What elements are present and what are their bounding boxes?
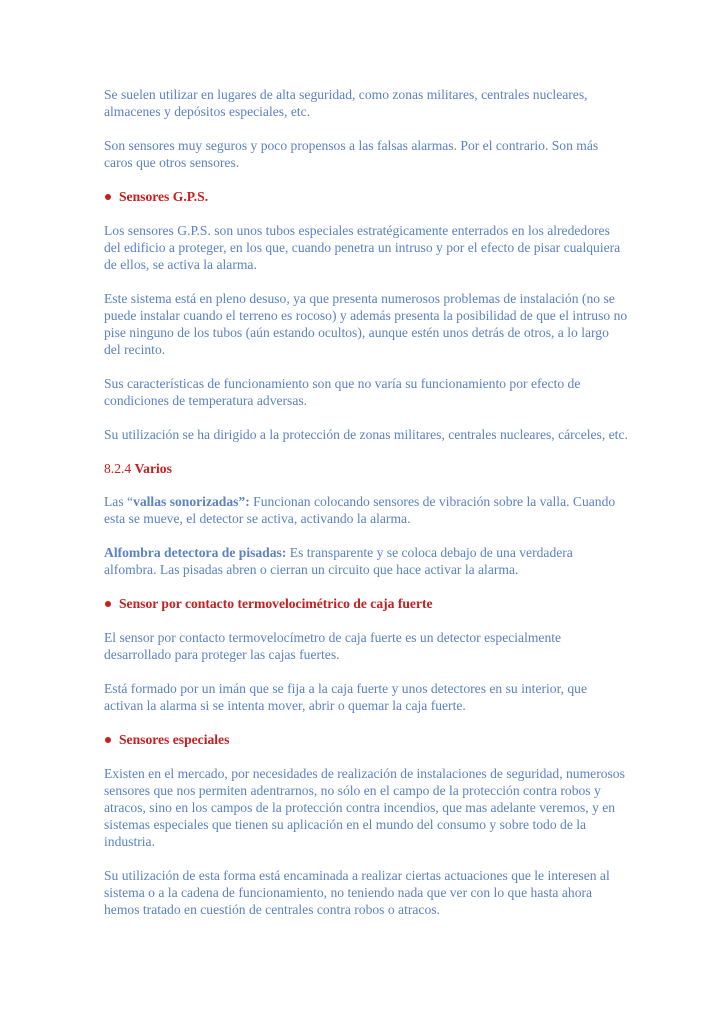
heading-sensores-gps [104, 188, 628, 205]
heading-caja-fuerte [104, 595, 628, 612]
heading-text: Sensores G.P.S. [119, 189, 209, 204]
heading-text: Sensores especiales [119, 732, 230, 747]
paragraph-especiales-market: Existen en el mercado, por necesidades de realización de instalaciones de seguridad, numerosos sensores que nos permiten adentrarnos, no sólo en el campo de la protección contra robos y atracos, sino en los campos de la protección contra incendios, que mas adelante veremos, y en sistemas especiales que tienen su aplicación en el mundo del consumo y sobre todo de la industria. [104, 766, 625, 849]
paragraph-especiales-usage: Su utilización de esta forma está encaminada a realizar ciertas actuaciones que le interesen al sistema o a la cadena de funcionamiento, no teniendo nada que ver con lo que hasta ahora hemos tratado en cuestión de centrales contra robos o atracos. [104, 868, 610, 917]
paragraph-uses: Se suelen utilizar en lugares de alta seguridad, como zonas militares, centrales nucleares, almacenes y depósitos especiales, etc. [104, 87, 588, 119]
bullet-icon [105, 194, 111, 200]
bullet-icon [105, 737, 111, 743]
paragraph-alfombra [104, 544, 628, 578]
paragraph-gps-characteristics: Sus características de funcionamiento son que no varía su funcionamiento por efecto de condiciones de temperatura adversas. [104, 376, 581, 408]
vallas-text: Funcionan colocando sensores de vibración sobre la valla. Cuando esta se mueve, el detector se activa, activando la alarma. [104, 494, 616, 526]
heading-text: Sensor por contacto termovelocimétrico de caja fuerte [119, 596, 433, 611]
paragraph-vallas [104, 493, 628, 527]
heading-sensores-especiales [104, 731, 628, 748]
paragraph-reliability: Son sensores muy seguros y poco propensos a las falsas alarmas. Por el contrario. Son más caros que otros sensores. [104, 138, 599, 170]
paragraph-caja-composition: Está formado por un imán que se fija a la caja fuerte y unos detectores en su interior, que activan la alarma si se intenta mover, abrir o quemar la caja fuerte. [104, 681, 587, 713]
vallas-term: vallas sonorizadas”: [133, 494, 250, 509]
paragraph-gps-usage: Su utilización se ha dirigido a la protección de zonas militares, centrales nucleares, cárceles, etc. [104, 427, 628, 442]
paragraph-caja-description: El sensor por contacto termovelocímetro de caja fuerte es un detector especialmente desarrollado para proteger las cajas fuertes. [104, 630, 562, 662]
bullet-icon [105, 601, 111, 607]
section-number: 8.2.4 [104, 461, 132, 476]
section-heading-varios [104, 460, 628, 477]
paragraph-gps-description: Los sensores G.P.S. son unos tubos especiales estratégicamente enterrados en los alrededores del edificio a proteger, en los que, cuando penetra un intruso y por el efecto de pisar cualquiera de ellos, se activa la alarma. [104, 223, 621, 272]
vallas-prefix: Las “ [104, 494, 134, 509]
section-title: Varios [134, 461, 172, 476]
alfombra-text: Es transparente y se coloca debajo de una verdadera alfombra. Las pisadas abren o cierran un circuito que hace activar la alarma. [104, 545, 573, 577]
paragraph-gps-disuse: Este sistema está en pleno desuso, ya que presenta numerosos problemas de instalación (no se puede instalar cuando el terreno es rocoso) y además presenta la posibilidad de que el intruso no pise ninguno de los tubos (aún estando ocultos), aunque estén unos detrás de otros, a lo largo del recinto. [104, 291, 628, 357]
alfombra-term: Alfombra detectora de pisadas: [104, 545, 287, 560]
